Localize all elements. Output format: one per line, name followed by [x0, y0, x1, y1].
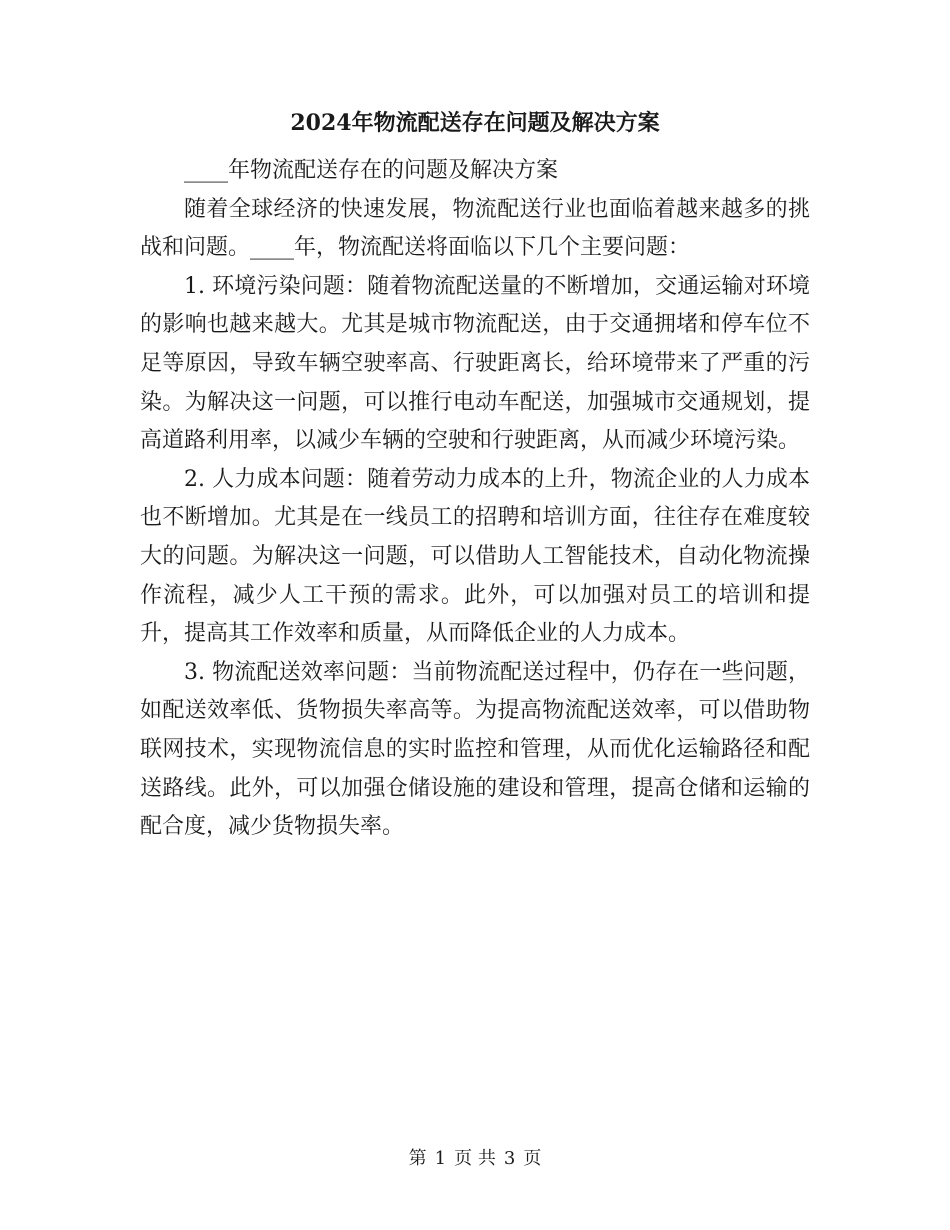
paragraph-intro: 随着全球经济的快速发展，物流配送行业也面临着越来越多的挑战和问题。____年，物流配送将面临以下几个主要问题：	[140, 196, 810, 261]
paragraph-labor-cost: 2. 人力成本问题：随着劳动力成本的上升，物流企业的人力成本也不断增加。尤其是在一线员工的招聘和培训方面，往往存在难度较大的问题。为解决这一问题，可以借助人工智能技术，自动化物流操作流程，减少人工干预的需求。此外，可以加强对员工的培训和提升，提高其工作效率和质量，从而降低企业的人力成本。	[140, 466, 810, 647]
footer-total-pages: 3	[503, 1148, 516, 1169]
footer-current-page: 1	[434, 1148, 447, 1169]
footer-prefix: 第	[408, 1148, 427, 1169]
document-title: 2024年物流配送存在问题及解决方案	[290, 110, 660, 136]
paragraph-efficiency: 3. 物流配送效率问题：当前物流配送过程中，仍存在一些问题，如配送效率低、货物损失率高等。为提高物流配送效率，可以借助物联网技术，实现物流信息的实时监控和管理，从而优化运输路径和配送路线。此外，可以加强仓储设施的建设和管理，提高仓储和运输的配合度，减少货物损失率。	[140, 659, 810, 840]
footer-suffix: 页	[523, 1148, 542, 1169]
document-subtitle: ____年物流配送存在的问题及解决方案	[184, 158, 559, 183]
footer-mid: 页 共	[454, 1148, 496, 1169]
page-footer	[0, 1147, 950, 1171]
document-body	[140, 152, 810, 847]
paragraph-environment: 1. 环境污染问题：随着物流配送量的不断增加，交通运输对环境的影响也越来越大。尤其是城市物流配送，由于交通拥堵和停车位不足等原因，导致车辆空驶率高、行驶距离长，给环境带来了严重的污染。为解决这一问题，可以推行电动车配送，加强城市交通规划，提高道路利用率，以减少车辆的空驶和行驶距离，从而减少环境污染。	[140, 273, 810, 454]
